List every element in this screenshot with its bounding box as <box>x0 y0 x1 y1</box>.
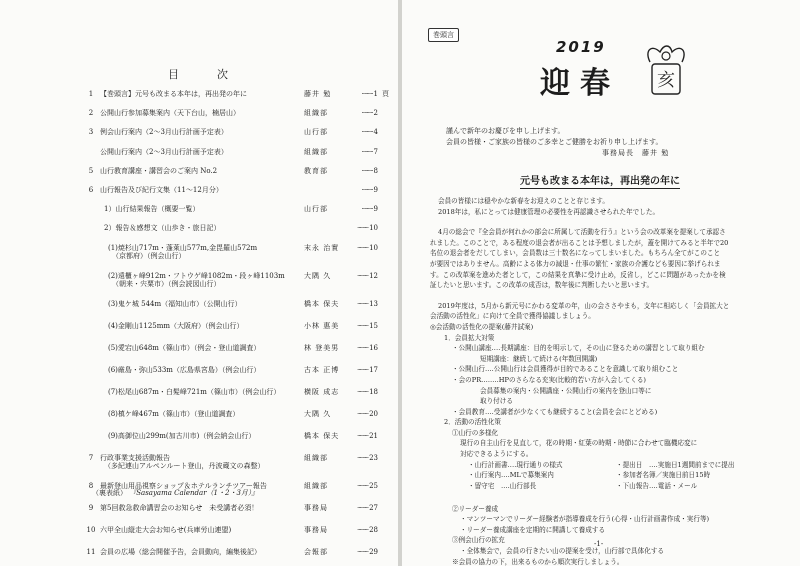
body-line: 2019年度は，5月から新元号にかわる変革の年，山の会ささやまも，支年に相応しく「会員拡大と <box>438 301 730 310</box>
toc-entry-title-line: (9)高御位山299m(加古川市)（例会納会山行） <box>108 431 256 440</box>
toc-entry <box>86 388 386 410</box>
procedure-item: ・参加者名簿／実施日前日15時 <box>616 471 711 480</box>
toc-entry <box>86 504 386 526</box>
toc-entry-title <box>108 300 304 309</box>
toc-entry <box>86 109 386 128</box>
toc-entry <box>86 148 386 167</box>
toc-entry-title-line: (3)鬼ケ城 544m（福知山市）（公開山行） <box>108 299 242 308</box>
toc-entry-author: 末永 治實 <box>304 243 340 252</box>
toc-entry-title-line: 六甲全山縦走大会お知らせ(兵庫労山連盟) <box>100 525 232 534</box>
toc-entry-author: 組織部 <box>304 481 328 490</box>
toc-entry-title <box>104 205 300 214</box>
toc-entry-page: ····· 16 <box>356 344 378 353</box>
toc-entry-author: 事務局 <box>304 525 328 534</box>
toc-entry-number: 8 <box>88 481 94 490</box>
toc-entry-author: 会報部 <box>304 547 328 556</box>
toc-entry-page: ····· 25 <box>356 482 378 491</box>
toc-entry-page: ····· 28 <box>356 526 378 535</box>
toc-title: 目次 <box>168 68 266 81</box>
toc-entry-title <box>100 504 296 513</box>
toc-entry-title <box>100 526 296 535</box>
toc-entry-title-line: 【巻頭言】元号も改まる本年は，再出発の年に <box>100 90 247 98</box>
greeting-line-1: 謹んで新年のお慶びを申し上げます。 <box>446 127 565 135</box>
toc-entry-author: 横阪 成志 <box>304 387 340 396</box>
toc-entry-author: 橋本 保夫 <box>304 299 340 308</box>
toc-entry <box>86 186 386 205</box>
toc-entry-title-line: 2）報告＆感想文（山歩き・旅日記） <box>104 224 221 233</box>
procedure-item: ・下山報告‥‥電話・メール <box>616 481 698 490</box>
page-number: -1- <box>594 540 604 548</box>
procedure-item: ・留守宅 ‥‥山行部長 <box>468 481 537 490</box>
toc-entry-title <box>108 388 304 397</box>
toc-entry-title-line: (8)槙ケ峰467m（篠山市）（登山道調査） <box>108 409 240 418</box>
body-line: ・公開山行‥‥公開山行は会員獲得が目的であることを意識して取り組むこと <box>452 365 679 374</box>
toc-entry-title-line: 会員の広場（総会開催予告，会員動向，編集後記） <box>100 547 261 556</box>
body-line: ①山行の多様化 <box>452 428 499 437</box>
toc-entry-author: 大隅 久 <box>304 409 332 418</box>
toc-entry-number: 6 <box>88 185 94 194</box>
year-heading: 2019 <box>556 38 606 56</box>
toc-entry-page: ····· 20 <box>356 410 378 419</box>
body-line: ・マンツーマンでリーダー経験者が指導養成を行う(心得・山行計画書作成・実行等) <box>460 515 710 524</box>
toc-entry-page: ····· 29 <box>356 548 378 557</box>
toc-entry-author: 大隅 久 <box>304 271 332 280</box>
article-body <box>430 196 780 566</box>
toc-entry-author: 組織部 <box>304 109 328 118</box>
toc-entry <box>86 90 389 109</box>
body-line: 証したいと思います。この改革の成否は，数年後に判断したいと思います。 <box>430 281 654 290</box>
toc-entry <box>86 272 386 300</box>
toc-entry-page: ····· 9 <box>356 205 378 214</box>
toc-entry-title-line: 第5回救急救命講習会のお知らせ 未受講者必須！ <box>100 503 259 512</box>
procedure-item: ・山行案内‥‥MLで募集案内 <box>468 471 554 480</box>
toc-entry <box>86 205 386 224</box>
toc-entry-title-line: 行政事業支援活動報告 <box>100 453 170 462</box>
toc-entry-title <box>100 186 296 195</box>
toc-entry <box>86 322 386 344</box>
toc-entry-number: 9 <box>88 503 94 512</box>
toc-page-unit: 頁 <box>382 90 389 98</box>
section-tag: 巻頭言 <box>428 28 459 42</box>
toc-entry-author: 小林 惠美 <box>304 321 340 330</box>
toc-entry <box>86 432 386 454</box>
body-line: ・会のPR‥‥‥‥HPのさらなる充実(比較的若い方が入会してくる) <box>452 375 646 384</box>
toc-entry-author: 橋本 保夫 <box>304 431 340 440</box>
toc-entry-title <box>100 90 296 99</box>
toc-entry <box>86 454 386 482</box>
toc-entry-page: ····· 18 <box>356 388 378 397</box>
body-line: 短期講座：継続して続ける(年数回開講) <box>480 354 598 363</box>
toc-entry-page: ····· 13 <box>356 300 378 309</box>
toc-entry-number: 1 <box>88 90 94 98</box>
toc-entry-page: ····· 10 <box>356 244 378 253</box>
toc-page <box>0 0 398 566</box>
greeting-line-2: 会員の皆様・ご家族の皆様のご多幸とご健勝をお祈り申し上げます。 <box>446 138 663 146</box>
body-line: が要因ではありません。高齢による体力の減退・仕事の繁忙・家族の介護なども要因に挙げられま <box>430 259 721 268</box>
toc-entry-title-line: (7)松尾山687m・白髪峰721m（篠山市）（例会山行） <box>108 387 281 396</box>
body-line: れました。このことで，ある程度の退会者が出ることは予想しましたが，蓋を開けてみると半年で20 <box>430 238 729 247</box>
toc-entry-title <box>108 322 304 331</box>
toc-entry-title <box>100 454 296 471</box>
toc-entry-title-line: 最新登山用品視察ショップ＆ホテルランチツアー報告 <box>100 481 267 490</box>
foreword-page <box>402 0 800 566</box>
toc-footer-prefix: （裏表紙） <box>92 489 127 497</box>
toc-entry-page: ····· 23 <box>356 454 378 463</box>
procedure-item: ・山行計画書‥‥現行通りの様式 <box>468 460 563 469</box>
toc-entry-page: ····· 8 <box>356 167 378 176</box>
toc-entry-page: ····· 1 <box>356 90 378 99</box>
toc-entry-author: 古本 正博 <box>304 365 340 374</box>
toc-entry-title-line: 山行報告及び紀行文集（11～12月分） <box>100 185 223 194</box>
toc-entry-title-line: 公開山行参加募集案内（天下台山，楠居山） <box>100 109 240 118</box>
body-line: ◎会活動の活性化の提案(藤井試案) <box>430 322 534 331</box>
toc-entry-page: ····· 17 <box>356 366 378 375</box>
procedure-item: ・提出日 ‥‥実施日1週間前までに提出 <box>616 460 735 469</box>
signature: 事務局長 藤井 勉 <box>602 149 670 157</box>
body-line: 対応できるようにする。 <box>460 450 533 459</box>
toc-entry-title-line: (5)愛宕山648m（篠山市）（例会・登山道調査） <box>108 343 261 352</box>
toc-entry-title-line: 公開山行案内（2～3月山行計画予定表） <box>100 147 228 156</box>
toc-entry-number: 5 <box>88 166 94 175</box>
body-line: 名位の退会者をだしてしまい，会員数は三十数名になってしまいました。もちろん全てがこのこと <box>430 249 721 258</box>
article-headline: 元号も改まる本年は，再出発の年に <box>520 172 680 189</box>
toc-entry-title-line2: （京都府）（例会山行） <box>112 252 186 260</box>
toc-entry-title <box>100 109 296 118</box>
toc-entry-author: 林 登美男 <box>304 343 340 352</box>
body-line: 会員募集の案内・公開講座・公開山行の案内を登山口等に <box>480 386 652 395</box>
greeting <box>446 126 662 148</box>
toc-entry-page: ····· 10 <box>356 224 378 233</box>
body-line: す。この改革案を進めた者として，この結果を真摯に受け止め，反省し，どこに問題があったかを検 <box>430 270 726 279</box>
toc-entry <box>86 128 386 147</box>
toc-entry-title <box>100 548 296 557</box>
toc-entry-page: ····· 4 <box>356 128 378 137</box>
toc-entry-title-line: 1）山行結果報告（概要一覧） <box>104 205 200 214</box>
toc-entry-author: 教育部 <box>304 166 328 175</box>
toc-entry-number: 11 <box>86 547 96 556</box>
toc-entry <box>86 526 386 548</box>
procedure-columns <box>430 460 780 504</box>
toc-entry-number: 7 <box>88 453 94 462</box>
toc-entry-page: ····· 2 <box>356 109 378 118</box>
toc-entry-page: ····· 27 <box>356 504 378 513</box>
body-line: ・リーダー養成講座を定期的に開講して養成する <box>460 525 606 534</box>
toc-entry-title <box>108 366 304 375</box>
toc-entry <box>86 224 386 243</box>
body-line: ・公開山講座‥‥長期講座：目的を明示して，その山に登るための講習として取り組む <box>452 344 705 353</box>
toc-entry-author: 組織部 <box>304 453 328 462</box>
body-line: 4月の総会で『全会員が何れかの部会に所属して活動を行う』という会の改革案を提案して承認さ <box>438 228 726 237</box>
toc-entry-author: 山行部 <box>304 128 328 137</box>
toc-entry-number: 10 <box>86 525 96 534</box>
toc-entry <box>86 300 386 322</box>
emblem-char: 亥 <box>657 70 675 91</box>
body-line: ※会員の協力の下，出来るものから順次実行しましょう。 <box>452 557 624 566</box>
toc-entry <box>86 344 386 366</box>
body-line: 現行の自主山行を見直して，花の時期・紅葉の時期・時節に合わせて臨機応変に <box>460 439 698 448</box>
toc-entry-title <box>100 167 296 176</box>
toc-entry <box>86 167 386 186</box>
toc-entry-title-line: (6)厳島・弥山533m（広島県宮島）（例会山行） <box>108 365 261 374</box>
toc-entry-title-line: (1)焼杉山717m・蓬萊山577m,金毘羅山572m <box>108 243 258 252</box>
toc-entry-title <box>100 128 296 137</box>
boar-emblem-icon <box>640 40 692 104</box>
toc-entry-author: 事務局 <box>304 503 328 512</box>
toc-entry-title-line: (2)遠櫃ヶ峰912m・フトウゲ峰1082m・段ヶ峰1103m <box>108 271 285 280</box>
body-line: ③例会山行の拡充 <box>452 536 505 545</box>
toc-footer <box>92 488 258 498</box>
body-line: ・全体集会で，会員の行きたい山の提案を受け，山行部で具体化する <box>460 547 665 556</box>
body-line: 会員の皆様には穏やかな新春をお迎えのことと存じます。 <box>438 197 609 205</box>
toc-entry-page: ····· 15 <box>356 322 378 331</box>
toc-entry-title-line2: （多紀連山アルペンルート登山，丹波蔵文の森整） <box>104 462 265 470</box>
toc-entry-title-line: 例会山行案内（2～3月山行計画予定表） <box>100 128 228 137</box>
toc-entry-number: 2 <box>88 109 94 118</box>
toc-entry-title-line: (4)金剛山1125mm（大阪府）（例会山行） <box>108 321 244 330</box>
toc-entry-number: 3 <box>88 128 94 137</box>
toc-entry-title <box>104 224 300 233</box>
toc-entry-title <box>108 244 304 261</box>
toc-entry-title <box>108 432 304 441</box>
toc-entry-page: ····· 12 <box>356 272 378 281</box>
toc-entry-page: ····· 7 <box>356 148 378 157</box>
toc-entry-title <box>108 410 304 419</box>
toc-entry-title-line: 山行教育講座・講習会のご案内 No.2 <box>100 166 218 175</box>
toc-footer-calendar: 『Sasayama Calendar（1・2・3月）』 <box>129 489 259 497</box>
toc-entry-author: 組織部 <box>304 147 328 156</box>
body-line: 2018年は，私にとっては健康管理の必要性を再認識させられた年でした。 <box>438 207 660 216</box>
body-line: 取り付ける <box>480 397 513 406</box>
toc-entry-title <box>100 148 296 157</box>
toc-entry-author: 藤井 勉 <box>304 90 332 98</box>
toc-entry <box>86 366 386 388</box>
body-line: 1．会員拡大対策 <box>444 333 495 342</box>
toc-entry-title-line2: （朝来・宍粟市）（例会読図山行） <box>112 280 221 288</box>
body-line: ②リーダー養成 <box>452 504 499 513</box>
new-year-title: 迎春 <box>540 66 620 101</box>
toc-entry <box>86 548 386 566</box>
toc-entry-page: ····· 21 <box>356 432 378 441</box>
body-line: 会活動の活性化」に向けて全員で獲得協議しましょう。 <box>430 312 595 321</box>
toc-entry <box>86 410 386 432</box>
body-line: 2．活動の活性化策 <box>444 418 501 427</box>
toc-entry-author: 山行部 <box>304 205 328 214</box>
toc-entry-page: ····· 9 <box>356 186 378 195</box>
toc-entry-title <box>108 344 304 353</box>
toc-entry-title <box>108 272 304 289</box>
toc-entry <box>86 244 386 272</box>
body-line: ・会員教育‥‥受講者が少なくても継続すること(会員を会にとどめる) <box>452 407 658 416</box>
